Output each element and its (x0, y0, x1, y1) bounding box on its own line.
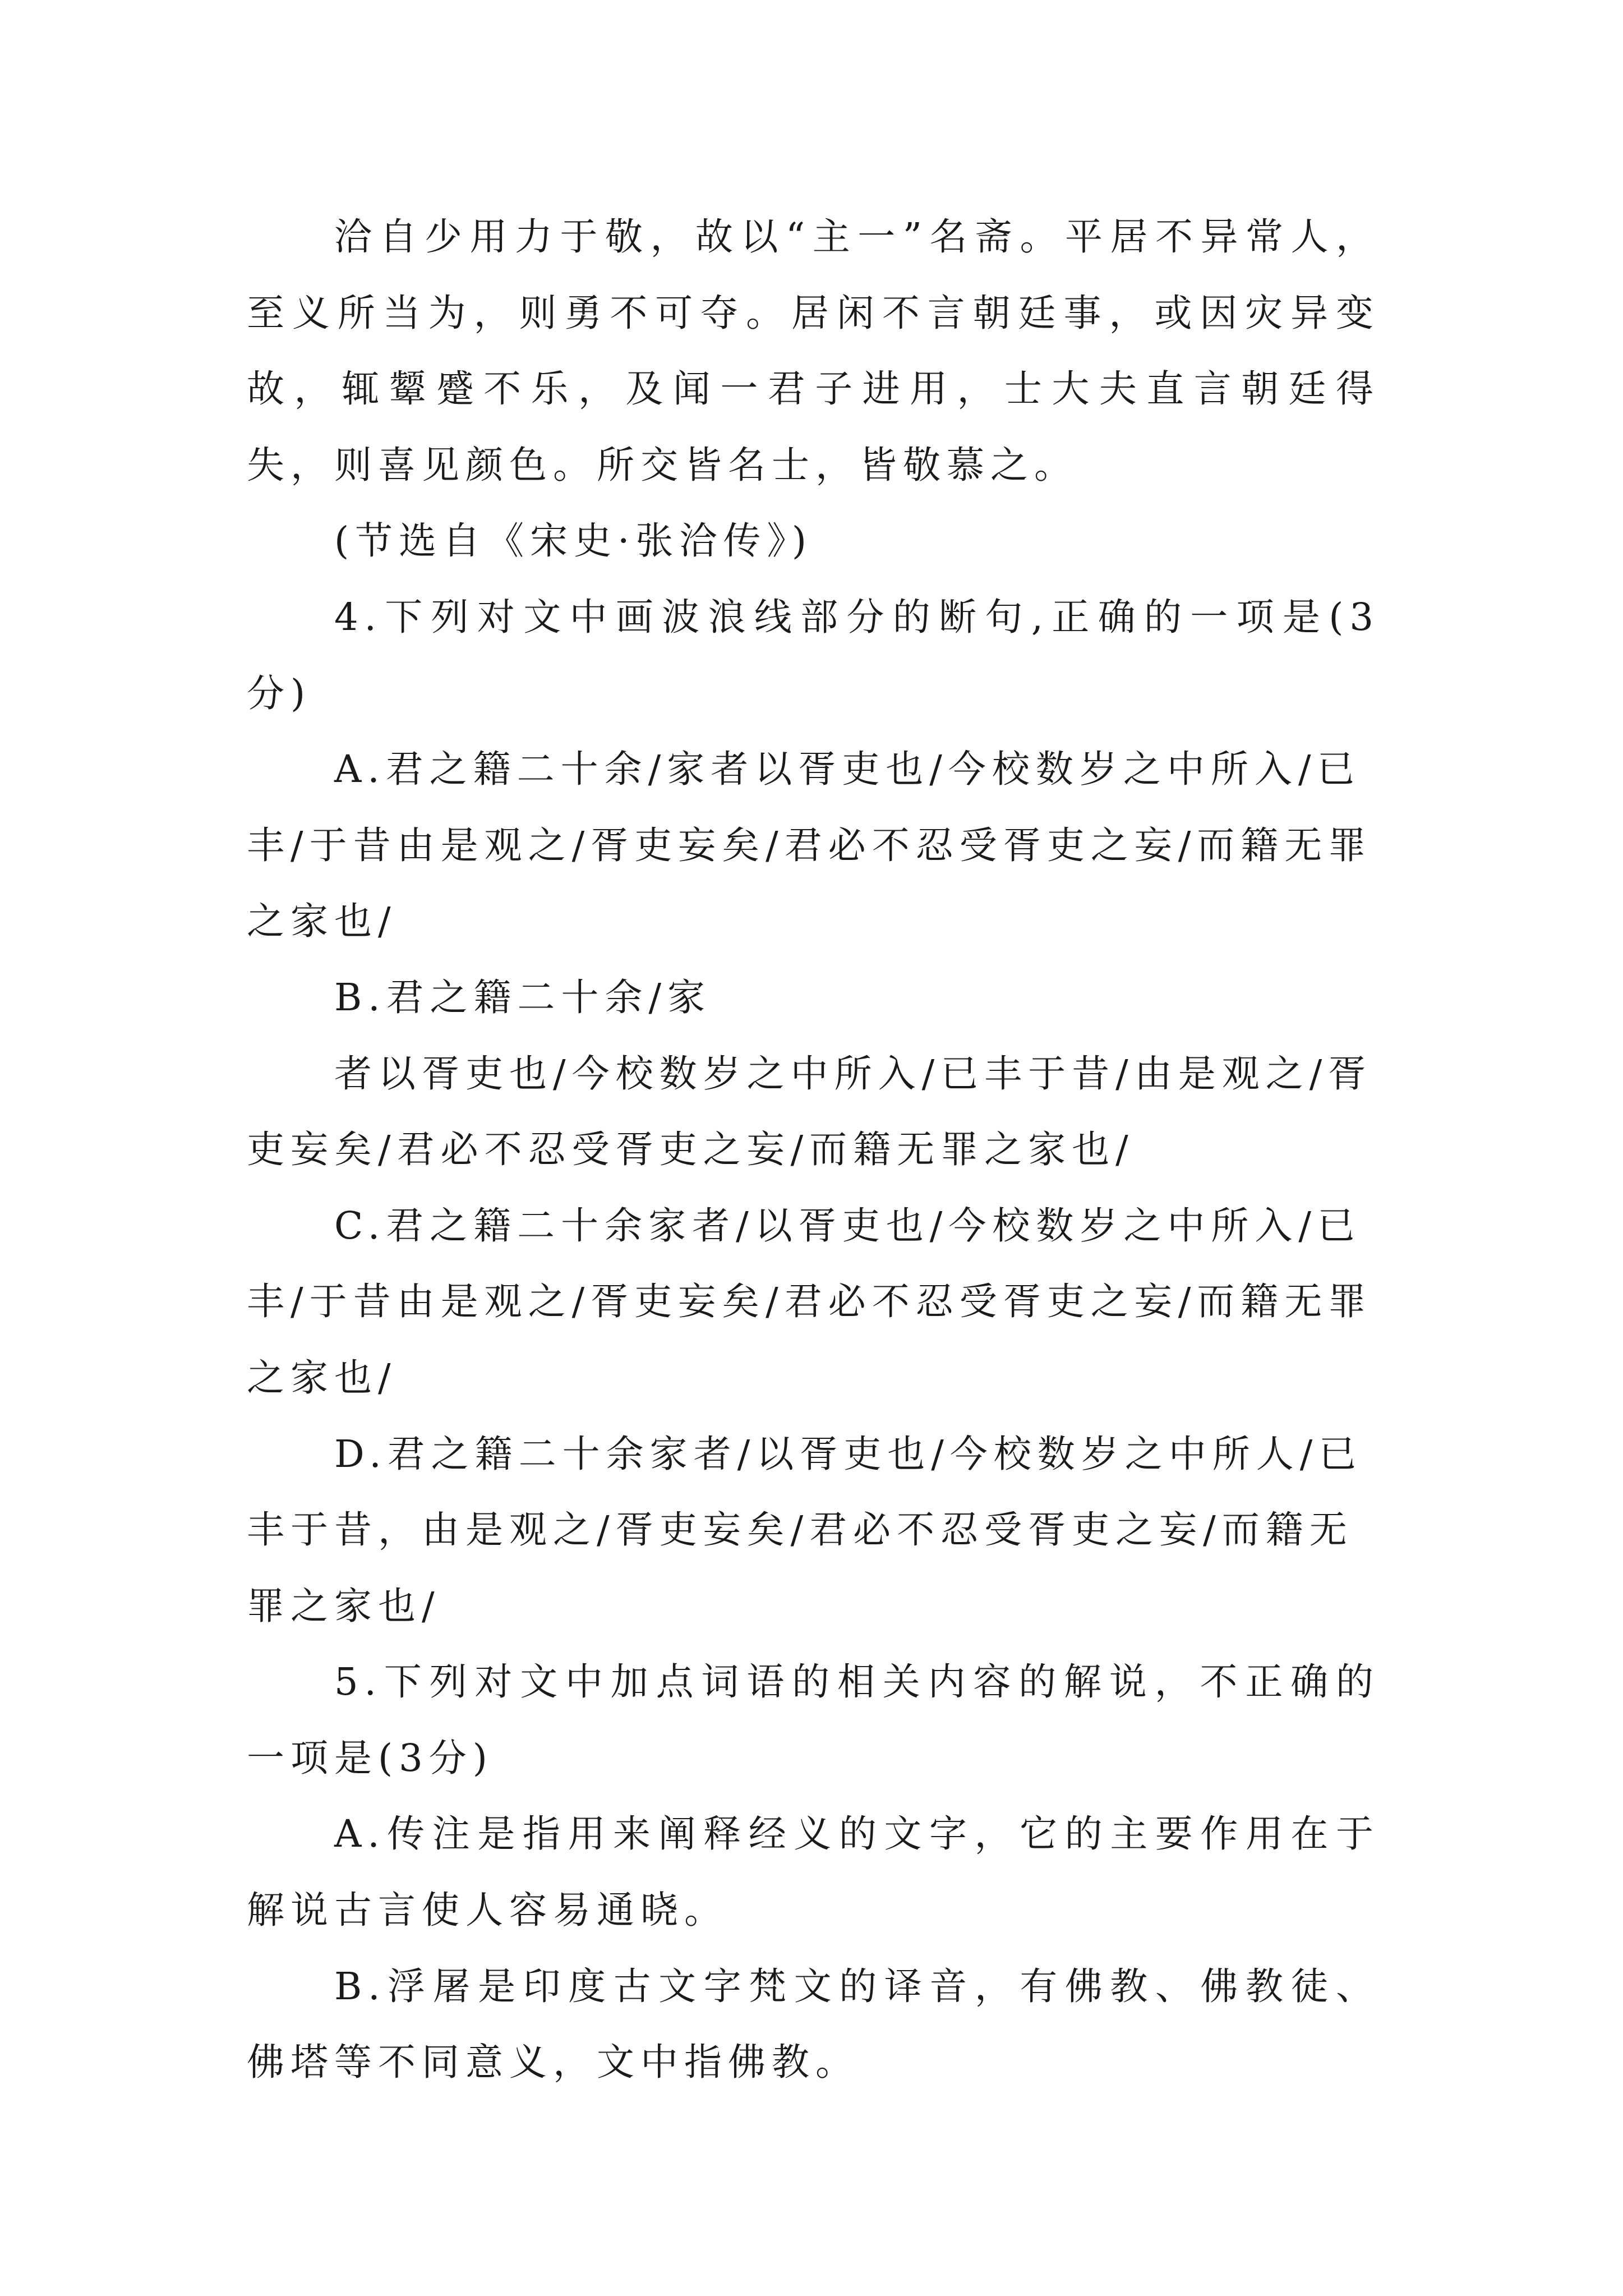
question-4-option-d: D.君之籍二十余家者/以胥吏也/今校数岁之中所人/已丰于昔，由是观之/胥吏妄矣/君必不忍受胥吏之妄/而籍无罪之家也/ (247, 1432, 1363, 1628)
question-5-stem: 5.下列对文中加点词语的相关内容的解说，不正确的一项是(3分) (247, 1660, 1380, 1780)
question-4-option-b-first: B.君之籍二十余/家 (334, 975, 712, 1019)
question-5-option-a: A.传注是指用来阐释经义的文字，它的主要作用在于解说古言使人容易通晓。 (247, 1812, 1380, 1932)
document-body (247, 199, 1380, 2101)
question-5-option-b: B.浮屠是印度古文字梵文的译音，有佛教、佛教徒、佛塔等不同意义，文中指佛教。 (247, 1964, 1380, 2085)
question-4-option-a: A.君之籍二十余/家者以胥吏也/今校数岁之中所入/已丰/于昔由是观之/胥吏妄矣/君必不忍受胥吏之妄/而籍无罪之家也/ (247, 747, 1372, 944)
question-4-option-c: C.君之籍二十余家者/以胥吏也/今校数岁之中所入/已丰/于昔由是观之/胥吏妄矣/君必不忍受胥吏之妄/而籍无罪之家也/ (247, 1203, 1372, 1400)
passage-source: (节选自《宋史·张洽传》) (334, 519, 813, 563)
question-4-option-b-rest: 者以胥吏也/今校数岁之中所入/已丰于昔/由是观之/胥吏妄矣/君必不忍受胥吏之妄/而籍无罪之家也/ (247, 1051, 1372, 1172)
passage-paragraph: 洽自少用力于敬，故以“主一”名斋。平居不异常人，至义所当为，则勇不可夺。居闲不言朝廷事，或因灾异变故，辄颦蹙不乐，及闻一君子进用，士大夫直言朝廷得失，则喜见颜色。所交皆名士，皆敬慕之。 (247, 215, 1380, 487)
question-4-stem: 4.下列对文中画波浪线部分的断句,正确的一项是(3分) (247, 595, 1380, 715)
